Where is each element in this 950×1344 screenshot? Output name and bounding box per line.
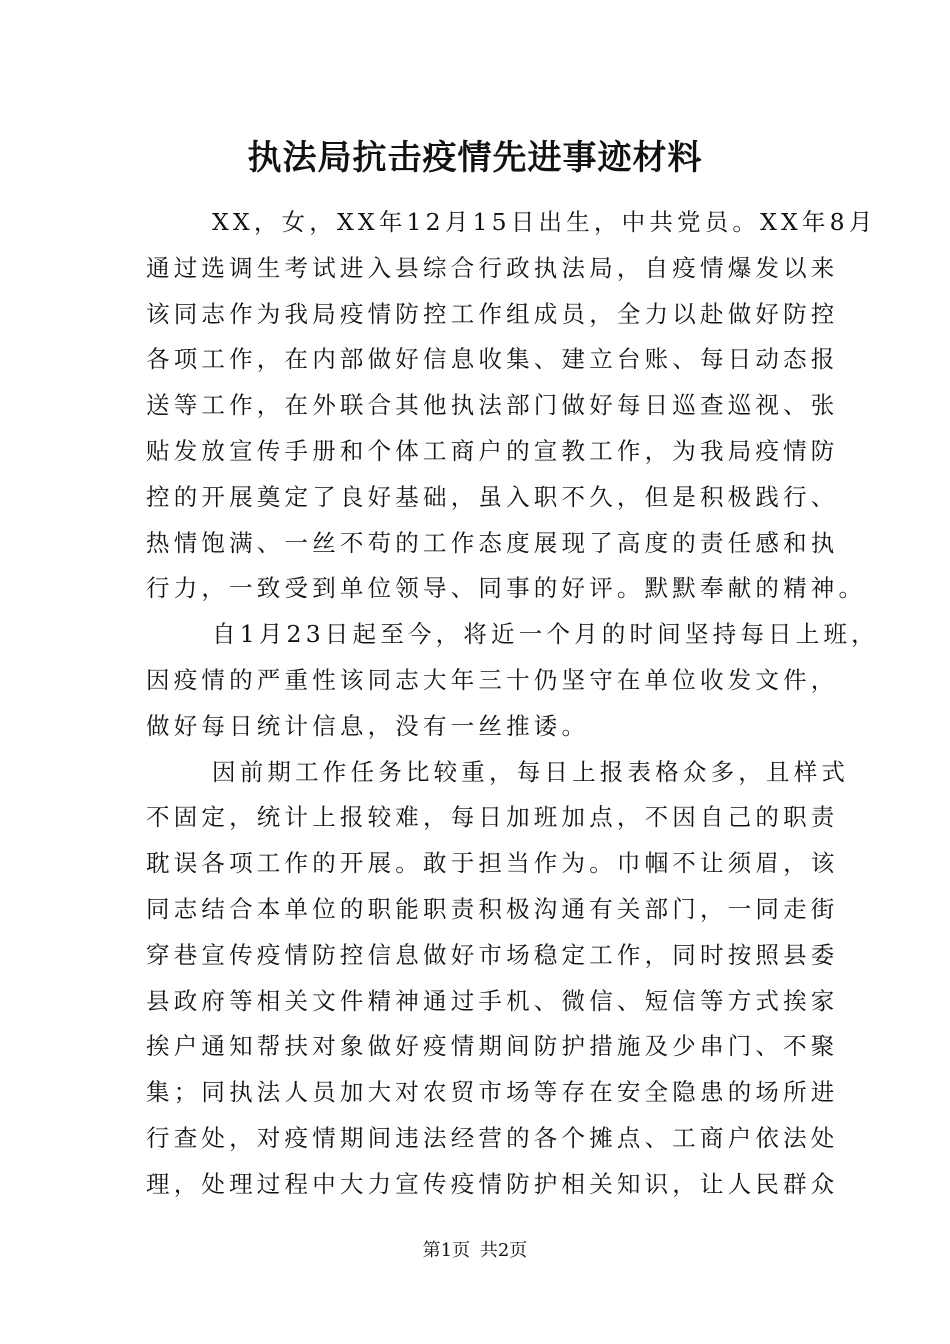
paragraph-3 bbox=[146, 750, 850, 1208]
text-line: 该同志作为我局疫情防控工作组成员，全力以赴做好防控 bbox=[146, 299, 839, 328]
text-line: 同志结合本单位的职能职责积极沟通有关部门，一同走街 bbox=[146, 894, 839, 923]
document-title: 执法局抗击疫情先进事迹材料 bbox=[247, 138, 703, 178]
paragraph-1 bbox=[146, 200, 877, 612]
text-line: 挨户通知帮扶对象做好疫情期间防护措施及少串门、不聚 bbox=[146, 1032, 839, 1061]
text-line: 因疫情的严重性该同志大年三十仍坚守在单位收发文件， bbox=[146, 665, 839, 694]
page-number-footer: 第1页 共2页 bbox=[422, 1240, 528, 1261]
text-line: 送等工作，在外联合其他执法部门做好每日巡查巡视、张 bbox=[146, 391, 839, 420]
text-line: 做好每日统计信息，没有一丝推诿。 bbox=[146, 711, 590, 740]
paragraph-2 bbox=[146, 612, 879, 749]
document-body bbox=[146, 200, 879, 1208]
text-line: 通过选调生考试进入县综合行政执法局，自疫情爆发以来 bbox=[146, 253, 839, 282]
text-line: 行力，一致受到单位领导、同事的好评。默默奉献的精神。 bbox=[146, 574, 867, 603]
text-line: XX，女，XX年12月15日出生，中共党员。XX年8月 bbox=[212, 208, 877, 236]
text-line: 因前期工作任务比较重，每日上报表格众多，且样式 bbox=[212, 757, 850, 786]
text-line: 耽误各项工作的开展。敢于担当作为。巾帼不让须眉，该 bbox=[146, 849, 839, 878]
text-line: 自1月23日起至今，将近一个月的时间坚持每日上班， bbox=[212, 620, 879, 649]
text-line: 集；同执法人员加大对农贸市场等存在安全隐患的场所进 bbox=[146, 1078, 839, 1107]
text-line: 县政府等相关文件精神通过手机、微信、短信等方式挨家 bbox=[146, 986, 839, 1015]
text-line: 各项工作，在内部做好信息收集、建立台账、每日动态报 bbox=[146, 345, 839, 374]
text-line: 行查处，对疫情期间违法经营的各个摊点、工商户依法处 bbox=[146, 1123, 839, 1152]
text-line: 理，处理过程中大力宣传疫情防护相关知识，让人民群众 bbox=[146, 1169, 839, 1198]
text-line: 不固定，统计上报较难，每日加班加点，不因自己的职责 bbox=[146, 803, 839, 832]
text-line: 控的开展奠定了良好基础，虽入职不久，但是积极践行、 bbox=[146, 482, 839, 511]
text-line: 贴发放宣传手册和个体工商户的宣教工作，为我局疫情防 bbox=[146, 436, 839, 465]
text-line: 热情饱满、一丝不苟的工作态度展现了高度的责任感和执 bbox=[146, 528, 839, 557]
text-line: 穿巷宣传疫情防控信息做好市场稳定工作，同时按照县委 bbox=[146, 940, 839, 969]
